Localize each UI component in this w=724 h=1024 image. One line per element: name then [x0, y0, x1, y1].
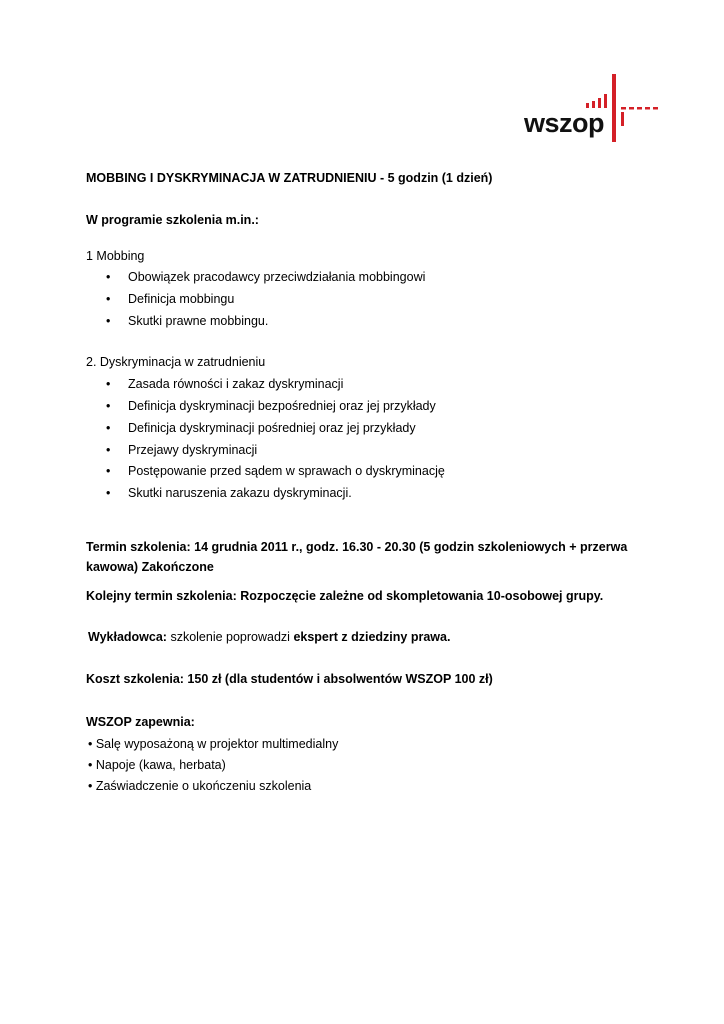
- bullet-icon: •: [106, 486, 111, 500]
- list-item: • Definicja dyskryminacji pośredniej oraz jej przykłady: [106, 421, 416, 435]
- list-item: • Zaświadczenie o ukończeniu szkolenia: [88, 779, 312, 793]
- bullet-icon: •: [106, 399, 111, 413]
- list-item: • Definicja dyskryminacji bezpośredniej oraz jej przykłady: [106, 399, 436, 413]
- provides-heading: WSZOP zapewnia:: [86, 715, 195, 729]
- list-item: • Skutki prawne mobbingu.: [106, 314, 269, 328]
- bullet-icon: •: [106, 270, 111, 284]
- lecturer-highlight: ekspert z dziedziny prawa.: [293, 630, 451, 644]
- bullet-icon: •: [106, 464, 111, 478]
- lecturer-text: szkolenie poprowadzi: [166, 630, 294, 644]
- section2-heading: 2. Dyskryminacja w zatrudnieniu: [86, 355, 266, 369]
- lecturer-label: Wykładowca:: [88, 630, 167, 644]
- list-item: • Postępowanie przed sądem w sprawach o dyskryminację: [106, 464, 445, 478]
- list-item: • Obowiązek pracodawcy przeciwdziałania mobbingowi: [106, 270, 426, 284]
- list-item: • Napoje (kawa, herbata): [88, 758, 226, 772]
- next-training-term: Kolejny termin szkolenia: Rozpoczęcie zależne od skompletowania 10-osobowej grupy.: [86, 589, 604, 603]
- list-item: • Zasada równości i zakaz dyskryminacji: [106, 377, 344, 391]
- bullet-icon: •: [106, 377, 111, 391]
- training-cost: Koszt szkolenia: 150 zł (dla studentów i absolwentów WSZOP 100 zł): [86, 672, 493, 686]
- bullet-icon: •: [106, 292, 111, 306]
- document-title: MOBBING I DYSKRYMINACJA W ZATRUDNIENIU - 5 godzin (1 dzień): [86, 171, 493, 185]
- list-item: • Przejawy dyskryminacji: [106, 443, 258, 457]
- list-item: • Definicja mobbingu: [106, 292, 235, 306]
- wszop-logo: [520, 72, 660, 148]
- logo-wordmark: wszop: [524, 108, 605, 138]
- bullet-icon: •: [106, 421, 111, 435]
- lecturer-info: [88, 630, 450, 645]
- bullet-icon: •: [106, 443, 111, 457]
- list-item: • Salę wyposażoną w projektor multimedialny: [88, 737, 339, 751]
- training-term: Termin szkolenia: 14 grudnia 2011 r., godz. 16.30 - 20.30 (5 godzin szkoleniowych + przerwa kawowa) Zakończone: [86, 540, 628, 574]
- bullet-icon: •: [106, 314, 111, 328]
- list-item: • Skutki naruszenia zakazu dyskryminacji.: [106, 486, 352, 500]
- section1-heading: 1 Mobbing: [86, 249, 145, 263]
- program-heading: W programie szkolenia m.in.:: [86, 213, 259, 227]
